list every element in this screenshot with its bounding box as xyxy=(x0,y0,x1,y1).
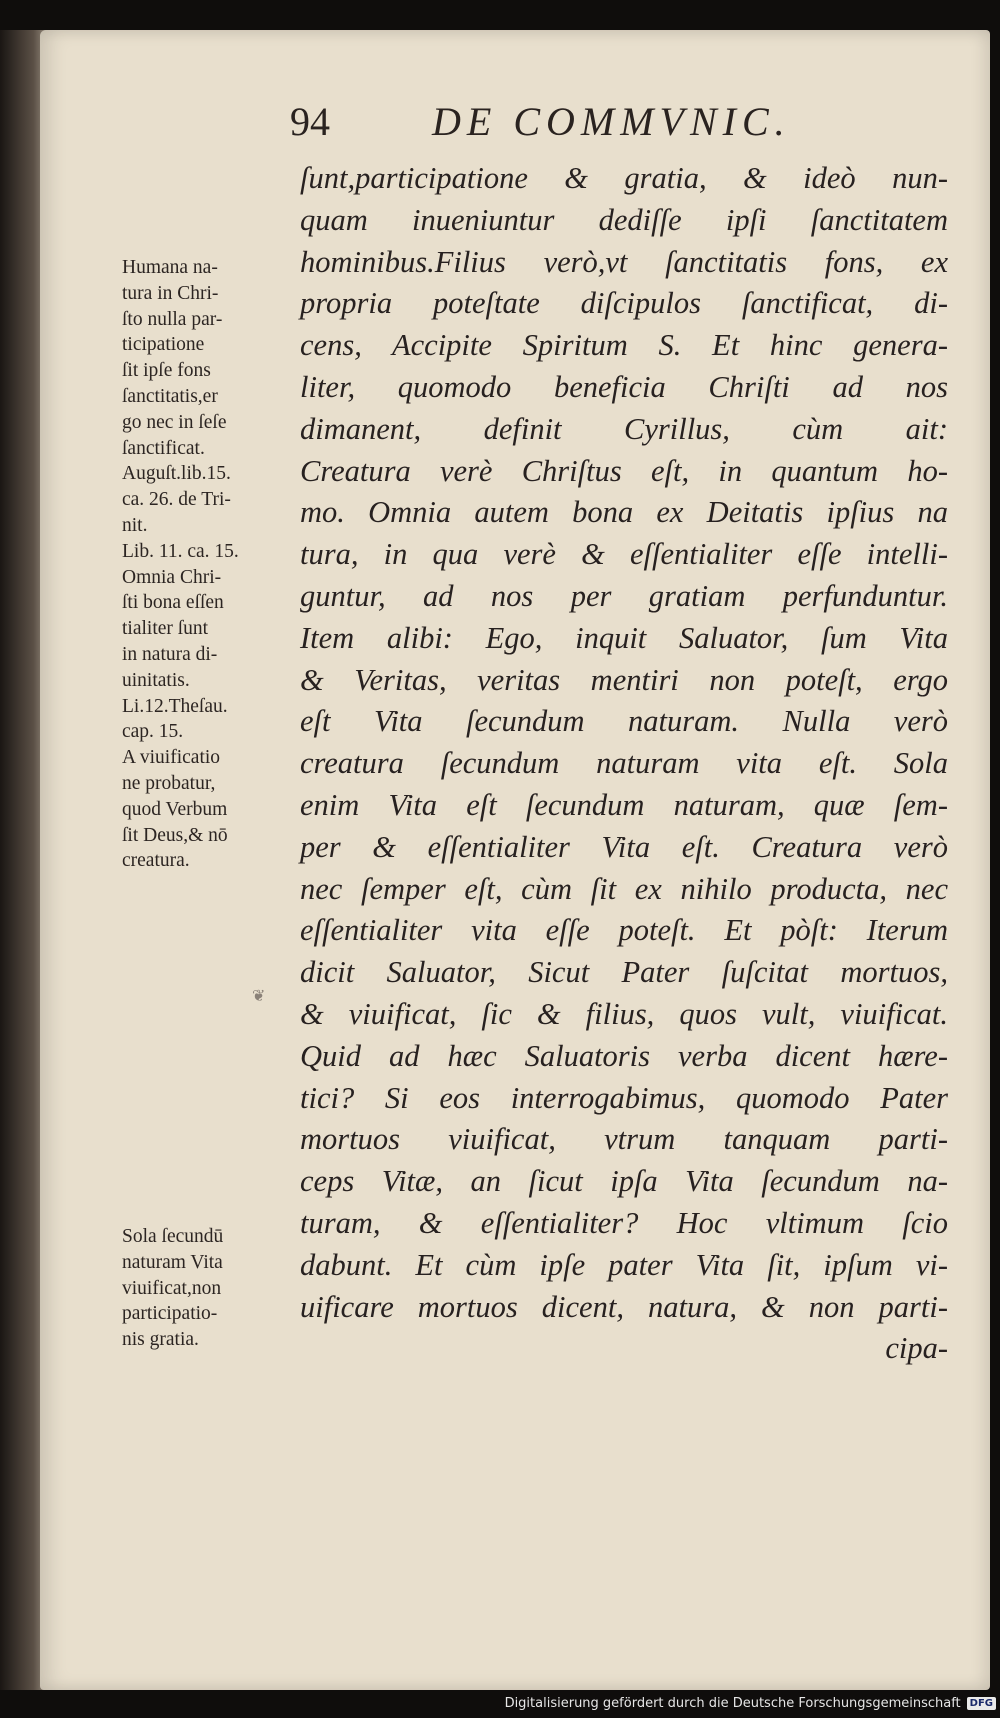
digitization-footer xyxy=(505,1692,996,1714)
margin-note-line: ſanctificat. xyxy=(122,437,205,459)
margin-note-line: A viuificatio xyxy=(122,747,221,769)
margin-note-line: Humana na- xyxy=(122,257,218,278)
margin-note-line: ſit Deus,& nō xyxy=(122,824,228,846)
margin-note-line: creatura. xyxy=(122,850,190,872)
text-line: propria poteſtate diſcipulos ſanctificat, di- xyxy=(300,286,948,321)
text-line: mortuos viuificat, vtrum tanquam parti- xyxy=(300,1122,948,1157)
footer-credit: Digitalisierung gefördert durch die Deutsche Forschungsgemeinschaft xyxy=(504,1695,961,1711)
text-line: eſſentialiter vita eſſe poteſt. Et pòſt: Iterum xyxy=(300,913,948,948)
margin-note-line: ca. 26. de Tri- xyxy=(122,489,231,511)
page-number: 94 xyxy=(290,99,330,144)
text-line: ſunt,participatione & gratia, & ideò nun- xyxy=(300,161,948,195)
text-line: cipa- xyxy=(885,1331,948,1366)
running-title: DE COMMVNIC. xyxy=(432,99,791,144)
text-line: eſt Vita ſecundum naturam. Nulla verò xyxy=(300,704,948,739)
text-line: Quid ad hæc Saluatoris verba dicent hære- xyxy=(300,1038,948,1073)
margin-note-line: viuificat,non xyxy=(122,1277,222,1299)
margin-note-line: ne probatur, xyxy=(122,772,216,794)
margin-note-line: Omnia Chri- xyxy=(122,566,222,588)
margin-note-line: nit. xyxy=(122,514,148,536)
text-line: Item alibi: Ego, inquit Saluator, ſum Vita xyxy=(300,620,948,655)
dfg-logo: DFG xyxy=(967,1697,996,1710)
text-line: tura, in qua verè & eſſentialiter eſſe intelli- xyxy=(300,537,948,572)
text-line: & Veritas, veritas mentiri non poteſt, ergo xyxy=(300,662,948,697)
text-line: nec ſemper eſt, cùm ſit ex nihilo producta, nec xyxy=(300,871,948,906)
margin-note-line: Li.12.Theſau. xyxy=(122,695,228,717)
text-line: creatura ſecundum naturam vita eſt. Sola xyxy=(300,746,948,781)
margin-note-1 xyxy=(122,255,290,874)
text-line: dimanent, definit Cyrillus, cùm ait: xyxy=(300,411,948,446)
margin-note-line: tura in Chri- xyxy=(122,282,219,304)
margin-note-line: ſti bona eſſen xyxy=(122,592,224,614)
text-line: mo. Omnia autem bona ex Deitatis ipſius na xyxy=(300,495,948,530)
text-line: tici? Si eos interrogabimus, quomodo Pater xyxy=(300,1080,948,1115)
text-line: guntur, ad nos per gratiam perfunduntur. xyxy=(300,578,948,613)
text-line: enim Vita eſt ſecundum naturam, quæ ſem- xyxy=(300,787,948,822)
margin-note-line: ticipatione xyxy=(122,334,205,356)
text-line: turam, & eſſentialiter? Hoc vltimum ſcio xyxy=(300,1205,948,1240)
margin-note-line: uinitatis. xyxy=(122,669,190,691)
margin-note-line: in natura di- xyxy=(122,643,218,665)
margin-note-line: participatio- xyxy=(122,1303,218,1325)
text-line: liter, quomodo beneficia Chriſti ad nos xyxy=(300,369,948,404)
margin-note-line: tialiter ſunt xyxy=(122,618,209,640)
margin-note-line: Auguſt.lib.15. xyxy=(122,463,231,485)
margin-note-line: ſanctitatis,er xyxy=(122,385,218,407)
margin-note-line: nis gratia. xyxy=(122,1329,199,1351)
margin-note-line: go nec in ſeſe xyxy=(122,411,227,433)
margin-note-2 xyxy=(122,1224,290,1353)
main-text-block xyxy=(300,158,948,1370)
margin-note-line: Lib. 11. ca. 15. xyxy=(122,540,239,562)
text-line: & viuificat, ſic & filius, quos vult, viuificat. xyxy=(300,996,948,1031)
margin-note-line: naturam Vita xyxy=(122,1251,223,1273)
page-header xyxy=(0,98,1000,158)
text-line: cens, Accipite Spiritum S. Et hinc genera- xyxy=(300,328,948,363)
text-line: uificare mortuos dicent, natura, & non parti- xyxy=(300,1289,948,1324)
text-line: dicit Saluator, Sicut Pater ſuſcitat mortuos, xyxy=(300,955,948,990)
margin-note-line: Sola ſecundū xyxy=(122,1226,224,1247)
margin-note-line: cap. 15. xyxy=(122,721,184,743)
margin-note-line: ſto nulla par- xyxy=(122,308,223,330)
text-line: ceps Vitæ, an ſicut ipſa Vita ſecundum na- xyxy=(300,1164,948,1199)
text-line: dabunt. Et cùm ipſe pater Vita ſit, ipſum vi- xyxy=(300,1247,948,1282)
text-line: quam inueniuntur dediſſe ipſi ſanctitatem xyxy=(300,202,948,237)
text-line: hominibus.Filius verò,vt ſanctitatis fons, ex xyxy=(300,244,948,279)
text-line: Creatura verè Chriſtus eſt, in quantum ho- xyxy=(300,453,948,488)
margin-note-line: quod Verbum xyxy=(122,798,228,820)
fleuron-ornament-icon: ❦ xyxy=(252,986,266,1005)
text-line: per & eſſentialiter Vita eſt. Creatura verò xyxy=(300,829,948,864)
margin-note-line: ſit ipſe fons xyxy=(122,360,211,382)
